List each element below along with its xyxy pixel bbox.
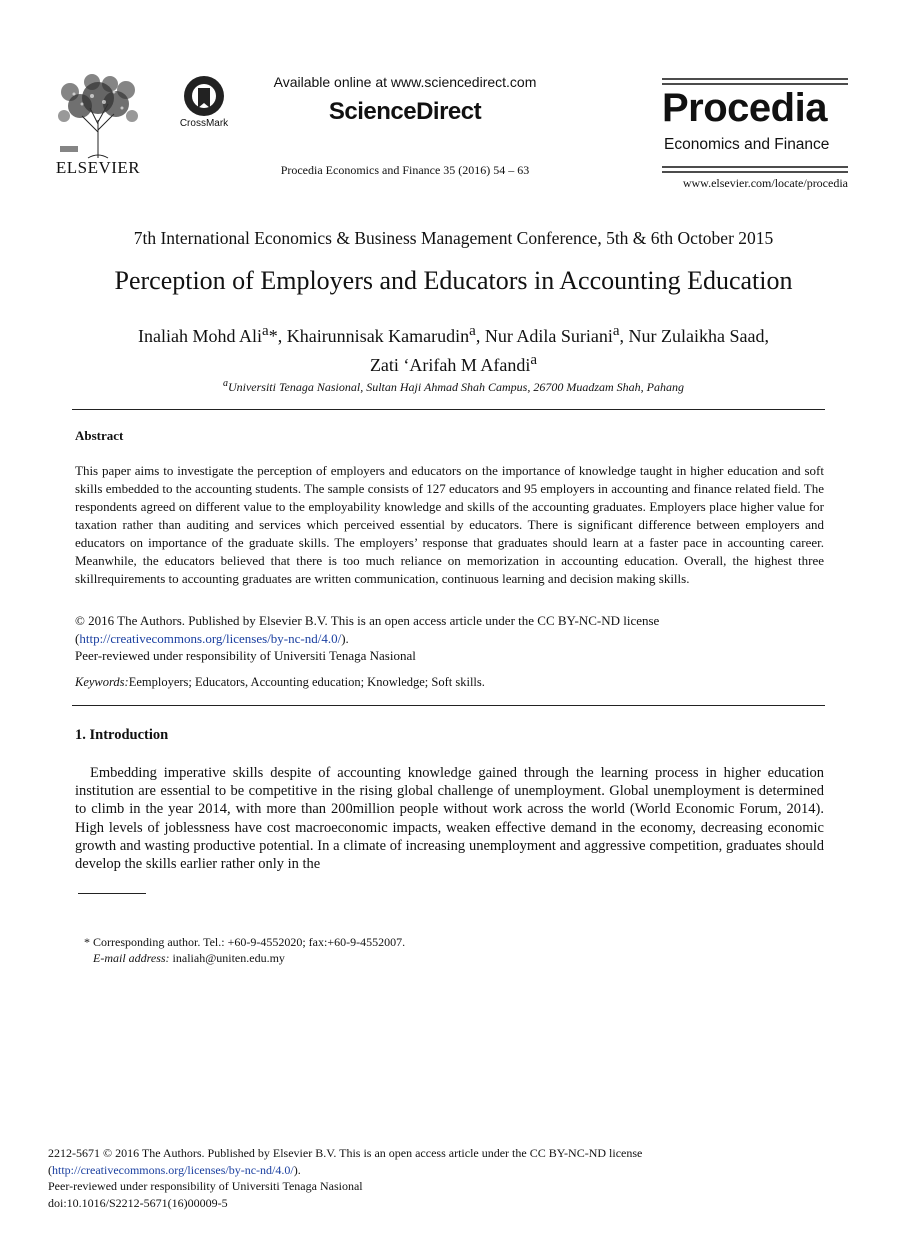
author-name: Zati ‘Arifah M Afandi — [369, 355, 531, 375]
procedia-logo-subtitle: Economics and Finance — [664, 136, 830, 153]
email-address[interactable]: inaliah@uniten.edu.my — [172, 951, 285, 965]
divider — [72, 705, 825, 706]
crossmark-label: CrossMark — [179, 118, 229, 129]
page-footer — [48, 1145, 848, 1211]
license-link[interactable]: http://creativecommons.org/licenses/by-nc-nd/4.0/ — [79, 630, 342, 646]
email-label: E-mail address: — [93, 951, 170, 965]
journal-reference: Procedia Economics and Finance 35 (2016) 54 – 63 — [280, 163, 530, 177]
keywords-text: Eemployers; Educators, Accounting education; Knowledge; Soft skills. — [128, 675, 485, 689]
license-block — [75, 612, 824, 665]
affiliation-mark: a — [222, 378, 228, 389]
elsevier-wordmark: ELSEVIER — [55, 158, 141, 177]
peer-review-line: Peer-reviewed under responsibility of Universiti Tenaga Nasional — [75, 648, 416, 663]
journal-url[interactable]: www.elsevier.com/locate/procedia — [682, 176, 848, 190]
author-affiliation-mark: a — [530, 352, 538, 368]
email-line — [84, 950, 405, 966]
paper-title: Perception of Employers and Educators in Accounting Education — [114, 266, 793, 295]
author-affiliation-mark: a — [612, 323, 620, 339]
section-heading: 1. Introduction — [75, 727, 169, 743]
license-url-line: (http://creativecommons.org/licenses/by-nc-nd/4.0/). — [75, 630, 349, 646]
footer-peer-review: Peer-reviewed under responsibility of Universiti Tenaga Nasional — [48, 1179, 363, 1193]
footnote-divider — [78, 893, 146, 894]
procedia-logo-rule-top — [662, 74, 848, 84]
abstract-heading: Abstract — [75, 428, 124, 443]
footer-license-url-line: (http://creativecommons.org/licenses/by-nc-nd/4.0/). — [48, 1162, 301, 1177]
keywords-label: Keywords: — [75, 675, 129, 689]
procedia-logo-rule-bottom — [662, 162, 848, 172]
footer-license-link[interactable]: http://creativecommons.org/licenses/by-nc-nd/4.0/ — [52, 1162, 294, 1177]
abstract-body: This paper aims to investigate the perception of employers and educators on the importance of knowledge taught in higher education and soft skills embedded to the accounting students. The sample consists of 127 educators and 95 employers in accounting and finance related field. The respondents agreed on different value to the employability knowledge and skills of the accounting graduates. Employers place higher value for taxation rather than auditing and services which perceived essential by educators. There is significant difference between employers and educators on importance of the graduate skills. The employers’ response that graduates should learn at a faster pace in accounting career. Meanwhile, the educators believed that there is too much reliance on memorization in accounting education. Overall, the highest three skillrequirements to accounting graduates are written communication, continuous learning and decision making skills. — [75, 463, 824, 586]
sciencedirect-logo: ScienceDirect — [328, 98, 482, 125]
author-name: Inaliah Mohd Ali — [138, 326, 263, 346]
affiliation — [0, 378, 907, 395]
author-name: Nur Adila Suriani — [484, 326, 613, 346]
license-line: © 2016 The Authors. Published by Elsevier B.V. This is an open access article under the CC BY-NC-ND license — [75, 613, 660, 628]
procedia-logo-title: Procedia — [662, 86, 827, 130]
keywords — [75, 675, 824, 690]
available-online-text: Available online at www.sciencedirect.com — [273, 74, 537, 90]
footer-issn-license: 2212-5671 © 2016 The Authors. Published by Elsevier B.V. This is an open access article under the CC BY-NC-ND license — [48, 1146, 643, 1160]
author-name: Khairunnisak Kamarudin — [286, 326, 470, 346]
affiliation-text: Universiti Tenaga Nasional, Sultan Haji Ahmad Shah Campus, 26700 Muadzam Shah, Pahang — [227, 380, 685, 394]
corresponding-author-note: * Corresponding author. Tel.: +60-9-4552020; fax:+60-9-4552007. — [84, 935, 406, 949]
footer-doi[interactable]: doi:10.1016/S2212-5671(16)00009-5 — [48, 1195, 228, 1210]
author-name: Nur Zulaikha Saad — [628, 326, 765, 346]
introduction-body: Embedding imperative skills despite of accounting knowledge gained through the learning process in higher education institution are essential to be competitive in the rising global challenge of unemployment. Global unemployment is determined to climb in the year 2014, with more than 200million people without work across the world (World Economic Forum, 2014). High levels of joblessness have cost macroeconomic impacts, weaken effective demand in the economy, decreasing economic growth and wasting productive potential. In a climate of increasing unemployment and aggressive competition, graduates should develop the skills earlier rather only in the — [75, 765, 824, 873]
author-affiliation-mark: a — [469, 323, 476, 339]
author-affiliation-mark: a — [262, 323, 269, 339]
divider — [72, 409, 825, 410]
author-list: Inaliah Mohd Ali$^a$*, Khairunnisak Kamarudin$^a$, Nur Adila Suriani$^a$, Nur Zulaikha Saad, Zati ‘Arifah M Afandi$^a$ — [138, 323, 769, 375]
footnote — [84, 934, 405, 966]
conference-name: 7th International Economics & Business Management Conference, 5th & 6th October 2015 — [133, 228, 774, 248]
corresponding-author-mark: * — [268, 326, 278, 346]
